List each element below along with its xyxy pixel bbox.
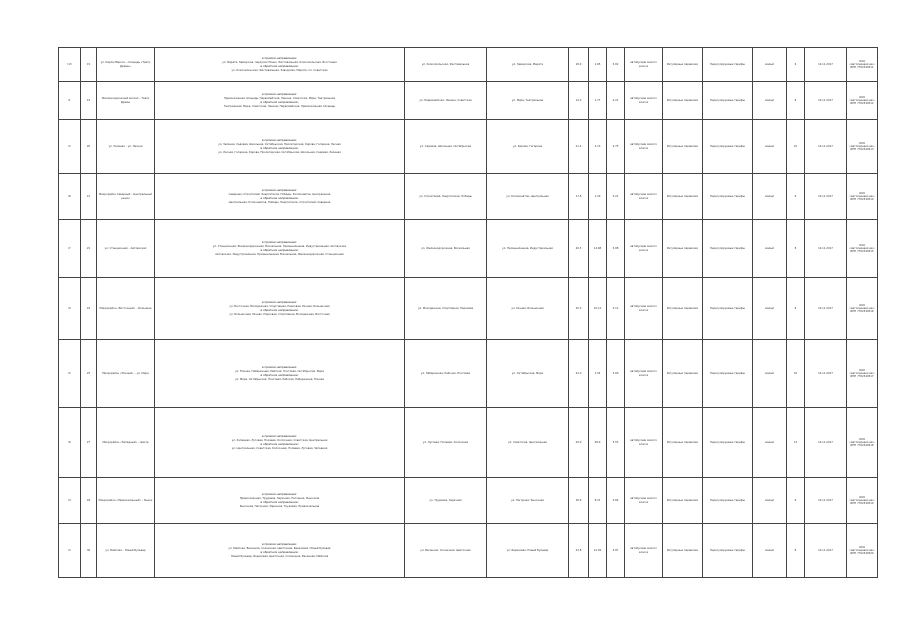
route-forward-heading: в прямом направлении:: [261, 56, 298, 61]
vehicle-count-cell: 8: [787, 524, 805, 578]
tariff-regime-cell: Нерегулируемые тарифы: [703, 174, 753, 220]
vehicle-class-cell: малый: [753, 120, 787, 174]
table-row: [59, 48, 878, 82]
route-reverse-heading: в обратном направлении:: [260, 195, 299, 200]
stops-reverse-cell: ул. Нагорная, Рыночная: [487, 478, 569, 524]
route-path-cell: [155, 524, 405, 578]
length-reverse-cell: 10.12: [589, 278, 607, 340]
start-date-cell: 14.11.2017: [805, 174, 847, 220]
route-reverse-path: ул. Больничная, Речная, Парковая, Спортивная, Молодежная, Восточная: [229, 312, 330, 316]
route-forward-heading: в прямом направлении:: [261, 365, 298, 370]
row-number-cell: I13: [59, 48, 81, 82]
route-path-cell: [155, 408, 405, 478]
vehicle-kind-cell: автобусами малого класса: [625, 478, 663, 524]
quantity-cell: 3.53: [607, 408, 625, 478]
tariff-regime-cell: Нерегулируемые тарифы: [703, 82, 753, 120]
route-reverse-heading: в обратном направлении:: [260, 99, 299, 104]
carrier-cell: ООО «Автоперевозчик» ИНН 7702340513: [847, 120, 878, 174]
route-forward-heading: в прямом направлении:: [261, 188, 298, 193]
vehicle-class-cell: малый: [753, 340, 787, 408]
stops-reverse-cell: ул. Октябрьская, Мира: [487, 340, 569, 408]
length-forward-cell: 17.8: [569, 174, 589, 220]
row-number-cell: I6: [59, 408, 81, 478]
route-name-cell: ул. Станционная – Автовокзал: [97, 220, 155, 278]
length-forward-cell: 14.3: [569, 82, 589, 120]
vehicle-count-cell: 6: [787, 478, 805, 524]
route-name-cell: Микрорайон «Привокзальный» – Рынок: [97, 478, 155, 524]
route-path-cell: [155, 340, 405, 408]
route-forward-path: ул. Станционная, Железнодорожная, Вокзальная, Промышленная, Индустриальная, Автовокзал: [212, 245, 347, 249]
length-reverse-cell: 28.9: [589, 408, 607, 478]
route-reverse-heading: в обратном направлении:: [260, 145, 299, 150]
vehicle-class-cell: малый: [753, 220, 787, 278]
carrier-cell: ООО «Автоперевозчик» ИНН 7702340518: [847, 408, 878, 478]
route-name-cell: ул. Карла Маркса – площадь «Театр Драмы»: [97, 48, 155, 82]
quantity-cell: 3.08: [607, 220, 625, 278]
route-reverse-path: ул. Комсомольская, Фестивальная, Заводская, Марата, пл. Советская: [231, 68, 328, 72]
route-forward-heading: в прямом направлении:: [261, 138, 298, 143]
route-reverse-heading: в обратном направлении:: [260, 307, 299, 312]
start-date-cell: 14.11.2017: [805, 120, 847, 174]
stops-reverse-cell: ул. Березовая, Новый Бульвар: [487, 524, 569, 578]
transport-type-cell: Регулярные перевозки: [663, 174, 703, 220]
start-date-cell: 14.11.2017: [805, 408, 847, 478]
routes-table-body: [59, 48, 878, 578]
route-reverse-heading: в обратном направлении:: [260, 441, 299, 446]
vehicle-count-cell: 12: [787, 408, 805, 478]
length-forward-cell: 29.0: [569, 408, 589, 478]
tariff-regime-cell: Нерегулируемые тарифы: [703, 524, 753, 578]
length-forward-cell: 18.9: [569, 478, 589, 524]
row-number-cell: I7: [59, 220, 81, 278]
stops-forward-cell: ул. Железнодорожная, Вокзальная: [405, 220, 487, 278]
vehicle-class-cell: малый: [753, 408, 787, 478]
quantity-cell: 3.11: [607, 278, 625, 340]
tariff-regime-cell: Нерегулируемые тарифы: [703, 48, 753, 82]
length-forward-cell: 23.8: [569, 524, 589, 578]
quantity-cell: 2.64: [607, 478, 625, 524]
route-index-cell: 25: [81, 340, 97, 408]
quantity-cell: 3.00: [607, 340, 625, 408]
length-forward-cell: 30.3: [569, 278, 589, 340]
vehicle-class-cell: малый: [753, 82, 787, 120]
carrier-cell: ООО «Автоперевозчик» ИНН 7702340516: [847, 278, 878, 340]
stops-reverse-cell: ул. Космонавтов, Центральная: [487, 174, 569, 220]
route-path-cell: [155, 278, 405, 340]
quantity-cell: 4.75: [607, 120, 625, 174]
tariff-regime-cell: Нерегулируемые тарифы: [703, 408, 753, 478]
vehicle-kind-cell: автобусами малого класса: [625, 174, 663, 220]
route-index-cell: 24: [81, 278, 97, 340]
vehicle-kind-cell: автобусами малого класса: [625, 120, 663, 174]
route-reverse-path: ул. Лесная, Гагарина, Кирова, Пролетарская, Октябрьская, Школьная, Садовая, Зеленая: [218, 150, 341, 154]
stops-forward-cell: ул. Комсомольская, Фестивальная: [405, 48, 487, 82]
stops-reverse-cell: ул. Речная, Больничная: [487, 278, 569, 340]
stops-forward-cell: ул. Строителей, Энергетиков, Победы: [405, 174, 487, 220]
length-reverse-cell: 8.21: [589, 478, 607, 524]
vehicle-class-cell: малый: [753, 524, 787, 578]
vehicle-kind-cell: автобусами малого класса: [625, 220, 663, 278]
table-row: [59, 220, 878, 278]
route-reverse-path: Центральная, Космонавтов, Победы, Энергетиков, Строителей, Северная: [228, 200, 331, 204]
carrier-cell: ООО «Автоперевозчик» ИНН 7702340520: [847, 524, 878, 578]
route-forward-path: Привокзальная площадь, Первомайская, Ленина, Советская, Мира, Театральная: [223, 97, 336, 101]
vehicle-class-cell: малый: [753, 48, 787, 82]
route-name-cell: Железнодорожный вокзал – Театр Драмы: [97, 82, 155, 120]
route-reverse-path: Автовокзал, Индустриальная, Промышленная, Вокзальная, Железнодорожная, Станционная: [215, 252, 344, 256]
start-date-cell: 14.11.2017: [805, 278, 847, 340]
length-reverse-cell: 2.13: [589, 120, 607, 174]
tariff-regime-cell: Нерегулируемые тарифы: [703, 220, 753, 278]
vehicle-kind-cell: автобусами малого класса: [625, 408, 663, 478]
row-number-cell: I9: [59, 278, 81, 340]
quantity-cell: 4.21: [607, 82, 625, 120]
transport-type-cell: Регулярные перевозки: [663, 478, 703, 524]
routes-register-sheet: [58, 47, 877, 627]
stops-forward-cell: ул. Первомайская, Ленина, Советская: [405, 82, 487, 120]
vehicle-count-cell: 8: [787, 278, 805, 340]
row-number-cell: I2: [59, 120, 81, 174]
vehicle-kind-cell: автобусами малого класса: [625, 82, 663, 120]
tariff-regime-cell: Нерегулируемые тарифы: [703, 478, 753, 524]
route-index-cell: 30: [81, 524, 97, 578]
route-name-cell: ул. Майская – Новый Бульвар: [97, 524, 155, 578]
carrier-cell: ООО «Автоперевозчик» ИНН 7702340511: [847, 48, 878, 82]
route-reverse-path: Театральная, Мира, Советская, Ленина, Первомайская, Привокзальная площадь: [223, 104, 336, 108]
length-reverse-cell: 1.77: [589, 82, 607, 120]
tariff-regime-cell: Нерегулируемые тарифы: [703, 120, 753, 174]
stops-forward-cell: ул. Трудовая, Заречная: [405, 478, 487, 524]
vehicle-count-cell: 8: [787, 82, 805, 120]
route-reverse-heading: в обратном направлении:: [260, 549, 299, 554]
length-reverse-cell: 1.29: [589, 174, 607, 220]
stops-reverse-cell: ул. Заводская, Марата: [487, 48, 569, 82]
transport-type-cell: Регулярные перевозки: [663, 220, 703, 278]
route-forward-path: ул. Марата, Заводская, переулок Юных, Фестивальная, Комсомольская, Восстания: [222, 61, 337, 65]
route-forward-path: ул. Западная, Луговая, Полевая, Колхозная, Советская, Центральная: [231, 439, 328, 443]
route-forward-heading: в прямом направлении:: [261, 542, 298, 547]
table-row: [59, 478, 878, 524]
route-path-cell: [155, 220, 405, 278]
route-forward-path: ул. Восточная, Молодежная, Спортивная, Парковая, Речная, Больничная: [229, 305, 330, 309]
route-path-cell: [155, 478, 405, 524]
routes-table: [58, 47, 878, 578]
vehicle-count-cell: 8: [787, 220, 805, 278]
route-index-cell: 20: [81, 120, 97, 174]
table-row: [59, 524, 878, 578]
vehicle-kind-cell: автобусами малого класса: [625, 48, 663, 82]
transport-type-cell: Регулярные перевозки: [663, 340, 703, 408]
start-date-cell: 14.11.2017: [805, 220, 847, 278]
route-forward-path: Северная, Строителей, Энергетиков, Победы, Космонавтов, Центральная: [228, 193, 331, 197]
start-date-cell: 14.11.2017: [805, 478, 847, 524]
route-forward-path: ул. Южная, Набережная, Рабочая, Почтовая, Октябрьская, Мира: [235, 370, 324, 374]
start-date-cell: 14.11.2017: [805, 82, 847, 120]
route-forward-heading: в прямом направлении:: [261, 92, 298, 97]
route-path-cell: [155, 120, 405, 174]
route-forward-path: Привокзальная, Трудовая, Заречная, Нагорная, Рыночная: [239, 497, 320, 501]
route-reverse-heading: в обратном направлении:: [260, 499, 299, 504]
table-row: [59, 120, 878, 174]
route-reverse-heading: в обратном направлении:: [260, 247, 299, 252]
vehicle-kind-cell: автобусами малого класса: [625, 340, 663, 408]
route-path-cell: [155, 82, 405, 120]
row-number-cell: I8: [59, 174, 81, 220]
length-forward-cell: 20.5: [569, 220, 589, 278]
vehicle-count-cell: 10: [787, 340, 805, 408]
route-index-cell: 22: [81, 220, 97, 278]
route-reverse-path: ул. Центральная, Советская, Колхозная, Полевая, Луговая, Западная: [231, 446, 328, 450]
route-name-cell: Микрорайон Северный – Центральный рынок: [97, 174, 155, 220]
vehicle-count-cell: 6: [787, 174, 805, 220]
carrier-cell: ООО «Автоперевозчик» ИНН 7702340512: [847, 82, 878, 120]
quantity-cell: 3.02: [607, 48, 625, 82]
stops-reverse-cell: ул. Кирова, Гагарина: [487, 120, 569, 174]
route-reverse-path: Рыночная, Нагорная, Заречная, Трудовая, Привокзальная: [239, 504, 320, 508]
row-number-cell: I3: [59, 524, 81, 578]
length-forward-cell: 24.0: [569, 340, 589, 408]
route-reverse-path: ул. Мира, Октябрьская, Почтовая, Рабочая, Набережная, Южная: [235, 377, 324, 381]
carrier-cell: ООО «Автоперевозчик» ИНН 7702340515: [847, 220, 878, 278]
stops-reverse-cell: ул. Мира, Театральная: [487, 82, 569, 120]
route-path-cell: [155, 174, 405, 220]
table-row: [59, 174, 878, 220]
route-forward-path: ул. Майская, Весенняя, Солнечная, Цветочная, Березовая, Новый Бульвар: [228, 547, 331, 551]
tariff-regime-cell: Нерегулируемые тарифы: [703, 278, 753, 340]
start-date-cell: 14.11.2017: [805, 524, 847, 578]
route-reverse-heading: в обратном направлении:: [260, 63, 299, 68]
stops-reverse-cell: ул. Советская, Центральная: [487, 408, 569, 478]
route-index-cell: 29: [81, 478, 97, 524]
route-index-cell: 21: [81, 174, 97, 220]
route-reverse-path: Новый Бульвар, Березовая, Цветочная, Солнечная, Весенняя, Майская: [230, 554, 329, 558]
start-date-cell: 14.11.2017: [805, 340, 847, 408]
route-forward-path: ул. Зеленая, Садовая, Школьная, Октябрьская, Пролетарская, Кирова, Гагарина, Лесная: [218, 143, 341, 147]
transport-type-cell: Регулярные перевозки: [663, 82, 703, 120]
transport-type-cell: Регулярные перевозки: [663, 48, 703, 82]
stops-forward-cell: ул. Молодежная, Спортивная, Парковая: [405, 278, 487, 340]
route-name-cell: Микрорайон «Восточный» – Больница: [97, 278, 155, 340]
length-forward-cell: 18.0: [569, 48, 589, 82]
transport-type-cell: Регулярные перевозки: [663, 524, 703, 578]
row-number-cell: I4: [59, 478, 81, 524]
table-row: [59, 408, 878, 478]
vehicle-class-cell: малый: [753, 278, 787, 340]
quantity-cell: 2.87: [607, 524, 625, 578]
length-reverse-cell: 14.68: [589, 220, 607, 278]
route-forward-heading: в прямом направлении:: [261, 240, 298, 245]
stops-forward-cell: ул. Весенняя, Солнечная, Цветочная: [405, 524, 487, 578]
route-forward-heading: в прямом направлении:: [261, 300, 298, 305]
vehicle-kind-cell: автобусами малого класса: [625, 524, 663, 578]
stops-reverse-cell: ул. Промышленная, Индустриальная: [487, 220, 569, 278]
stops-forward-cell: ул. Набережная, Рабочая, Почтовая: [405, 340, 487, 408]
vehicle-kind-cell: автобусами малого класса: [625, 278, 663, 340]
route-index-cell: 19: [81, 82, 97, 120]
tariff-regime-cell: Нерегулируемые тарифы: [703, 340, 753, 408]
table-row: [59, 278, 878, 340]
quantity-cell: 3.21: [607, 174, 625, 220]
table-row: [59, 340, 878, 408]
route-index-cell: 27: [81, 408, 97, 478]
route-forward-heading: в прямом направлении:: [261, 434, 298, 439]
route-name-cell: ул. Зеленая – ул. Лесная: [97, 120, 155, 174]
route-name-cell: Микрорайон «Южный» – ул. Мира: [97, 340, 155, 408]
route-forward-heading: в прямом направлении:: [261, 492, 298, 497]
carrier-cell: ООО «Автоперевозчик» ИНН 7702340514: [847, 174, 878, 220]
vehicle-count-cell: 10: [787, 120, 805, 174]
length-reverse-cell: 1.65: [589, 48, 607, 82]
row-number-cell: I1: [59, 82, 81, 120]
length-reverse-cell: 1.54: [589, 340, 607, 408]
length-reverse-cell: 12.49: [589, 524, 607, 578]
transport-type-cell: Регулярные перевозки: [663, 120, 703, 174]
transport-type-cell: Регулярные перевозки: [663, 278, 703, 340]
transport-type-cell: Регулярные перевозки: [663, 408, 703, 478]
vehicle-class-cell: малый: [753, 478, 787, 524]
vehicle-count-cell: 6: [787, 48, 805, 82]
stops-forward-cell: ул. Луговая, Полевая, Колхозная: [405, 408, 487, 478]
route-name-cell: Микрорайон «Западный» – Центр: [97, 408, 155, 478]
stops-forward-cell: ул. Садовая, Школьная, Октябрьская: [405, 120, 487, 174]
route-reverse-heading: в обратном направлении:: [260, 372, 299, 377]
length-forward-cell: 21.4: [569, 120, 589, 174]
table-row: [59, 82, 878, 120]
start-date-cell: 14.11.2017: [805, 48, 847, 82]
carrier-cell: ООО «Автоперевозчик» ИНН 7702340519: [847, 478, 878, 524]
route-index-cell: 15: [81, 48, 97, 82]
carrier-cell: ООО «Автоперевозчик» ИНН 7702340517: [847, 340, 878, 408]
row-number-cell: I5: [59, 340, 81, 408]
route-path-cell: [155, 48, 405, 82]
vehicle-class-cell: малый: [753, 174, 787, 220]
